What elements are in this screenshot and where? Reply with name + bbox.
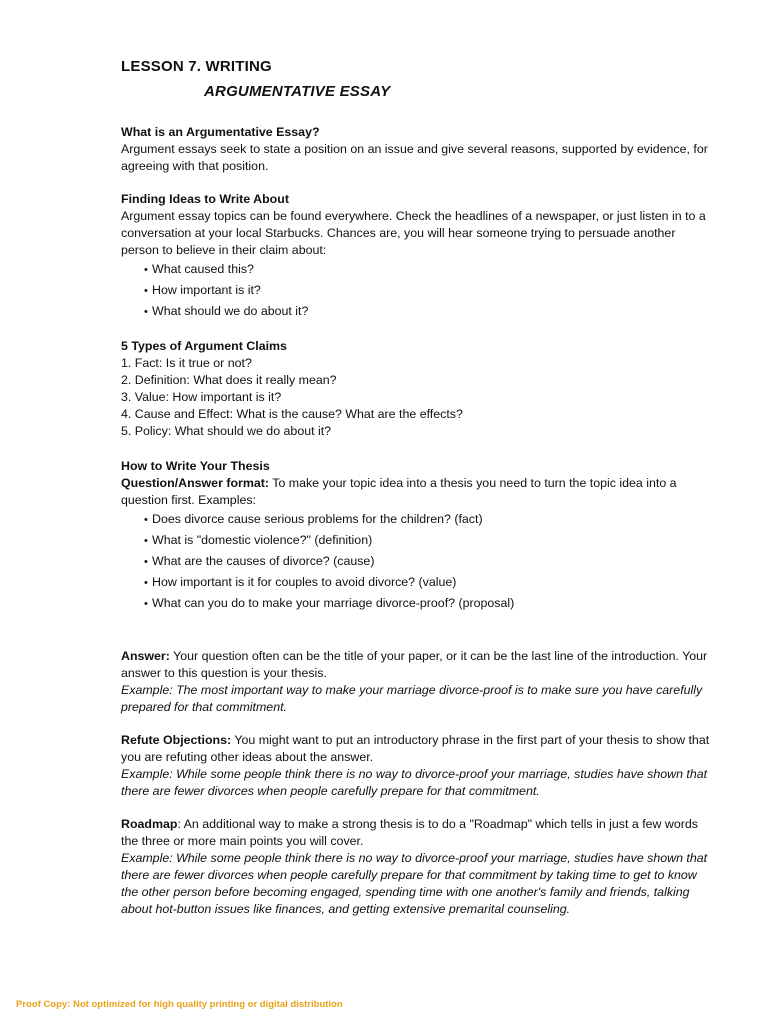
lead-phrase: Roadmap bbox=[121, 817, 178, 831]
section-heading: Finding Ideas to Write About bbox=[121, 192, 289, 206]
list-item: 3. Value: How important is it? bbox=[121, 390, 282, 404]
text-run: Your question often can be the title of your paper, or it can be the last line of the introduction. Your answer to this question is your thesis. bbox=[121, 649, 708, 680]
section-text: Argument essays seek to state a position on an issue and give several reasons, supported by evidence, for agreeing with that position. bbox=[121, 142, 708, 173]
text-run: You might want to put an introductory phrase in the first part of your thesis to show that you are refuting other ideas about the answer. bbox=[121, 733, 710, 764]
proof-copy-notice: Proof Copy: Not optimized for high quality printing or digital distribution bbox=[16, 999, 343, 1010]
list-item: • What are the causes of divorce? (cause) bbox=[144, 551, 711, 572]
section-claims bbox=[121, 338, 711, 440]
section-text: Argument essay topics can be found everywhere. Check the headlines of a newspaper, or just listen in to a conversation at your local Starbucks. Chances are, you will hear someone trying to persuade another person to believe in their claim about: bbox=[121, 209, 706, 257]
section-text bbox=[121, 816, 711, 850]
section-text bbox=[121, 475, 711, 509]
section-text bbox=[121, 648, 711, 682]
lesson-title: LESSON 7. WRITING bbox=[121, 58, 272, 75]
section-heading: 5 Types of Argument Claims bbox=[121, 339, 287, 353]
example-text: Example: While some people think there is no way to divorce-proof your marriage, studies have shown that there are fewer divorces when people carefully prepare for that commitment by taking time to get to know the other person before becoming engaged, spending time with one another's family and friends, talking about hot-button issues like finances, and getting extensive premarital counseling. bbox=[121, 851, 708, 916]
section-what-is bbox=[121, 124, 711, 175]
lead-phrase: Refute Objections: bbox=[121, 733, 232, 747]
document-body bbox=[121, 124, 711, 918]
list-item: 1. Fact: Is it true or not? bbox=[121, 356, 252, 370]
list-item: • What caused this? bbox=[144, 259, 711, 280]
lesson-subtitle: ARGUMENTATIVE ESSAY bbox=[204, 83, 391, 100]
list-item: • What is "domestic violence?" (definition) bbox=[144, 530, 711, 551]
section-heading: What is an Argumentative Essay? bbox=[121, 125, 320, 139]
text-run: To make your topic idea into a thesis you need to turn the topic idea into a question first. Examples: bbox=[121, 476, 677, 507]
section-roadmap bbox=[121, 816, 711, 918]
example-text: Example: While some people think there is no way to divorce-proof your marriage, studies have shown that there are fewer divorces when people carefully prepare for that commitment. bbox=[121, 767, 708, 798]
lead-phrase: Question/Answer format: bbox=[121, 476, 270, 490]
lead-phrase: Answer: bbox=[121, 649, 170, 663]
list-item: • Does divorce cause serious problems for the children? (fact) bbox=[144, 509, 711, 530]
list-item: • What should we do about it? bbox=[144, 301, 711, 322]
section-finding-ideas bbox=[121, 191, 711, 322]
section-text bbox=[121, 732, 711, 766]
list-item: • How important is it? bbox=[144, 280, 711, 301]
bullet-list bbox=[121, 259, 711, 322]
section-heading: How to Write Your Thesis bbox=[121, 459, 270, 473]
example-text: Example: The most important way to make your marriage divorce-proof is to make sure you have carefully prepared for that commitment. bbox=[121, 683, 703, 714]
list-item: 4. Cause and Effect: What is the cause? What are the effects? bbox=[121, 407, 463, 421]
section-thesis bbox=[121, 458, 711, 614]
list-item: • What can you do to make your marriage divorce-proof? (proposal) bbox=[144, 593, 711, 614]
text-run: : An additional way to make a strong thesis is to do a "Roadmap" which tells in just a few words the three or more main points you will cover. bbox=[121, 817, 698, 848]
section-refute bbox=[121, 732, 711, 800]
list-item: 2. Definition: What does it really mean? bbox=[121, 373, 337, 387]
list-item: 5. Policy: What should we do about it? bbox=[121, 424, 332, 438]
list-item: • How important is it for couples to avoid divorce? (value) bbox=[144, 572, 711, 593]
section-answer bbox=[121, 648, 711, 716]
claims-list bbox=[121, 355, 711, 440]
bullet-list bbox=[121, 509, 711, 614]
